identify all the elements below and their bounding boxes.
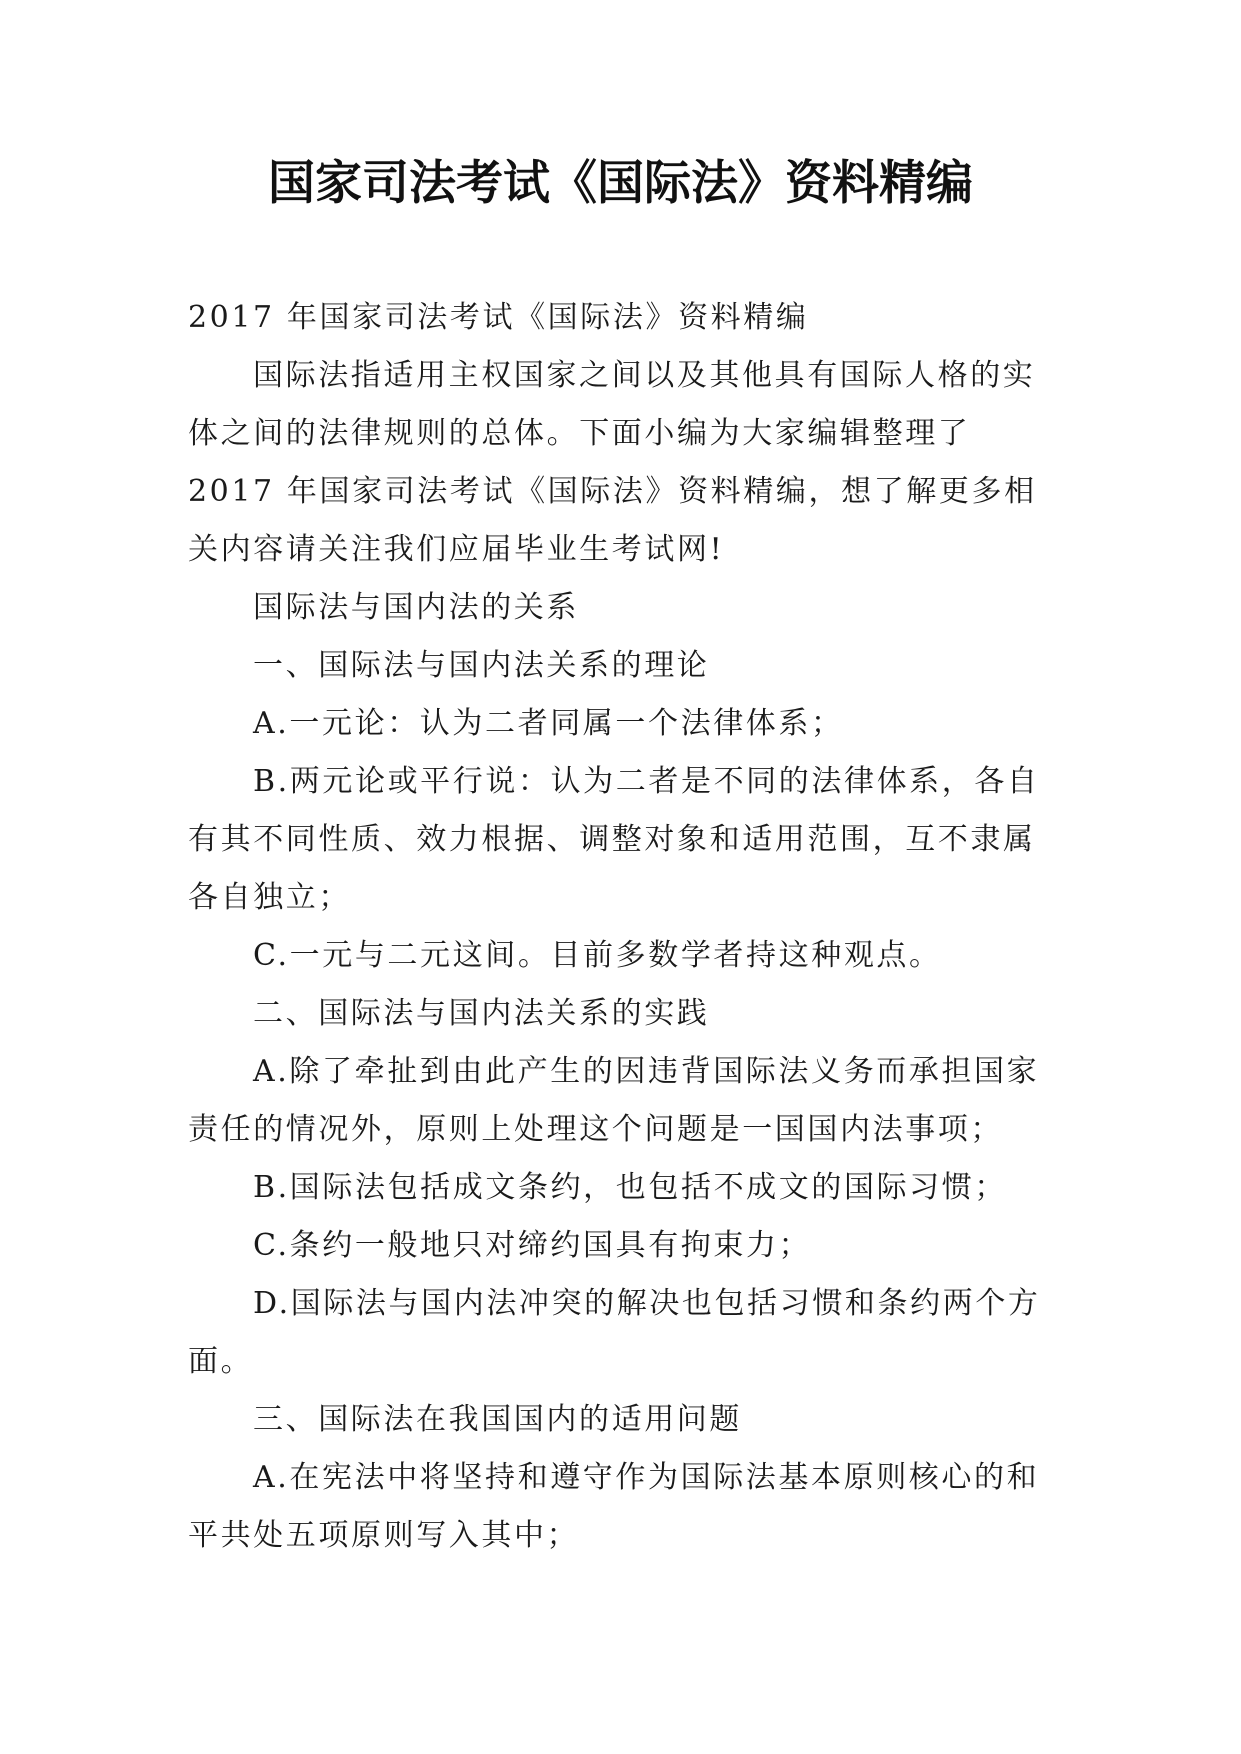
list-item: D.国际法与国内法冲突的解决也包括习惯和条约两个方面。 (188, 1286, 1041, 1379)
subsection-heading-2: 二、国际法与国内法关系的实践 (253, 996, 710, 1031)
list-item: B.国际法包括成文条约，也包括不成文的国际习惯； (253, 1170, 1007, 1205)
subsection-heading-3: 三、国际法在我国国内的适用问题 (253, 1402, 742, 1437)
list-item: A.一元论：认为二者同属一个法律体系； (253, 706, 844, 741)
subsection-heading-1: 一、国际法与国内法关系的理论 (253, 648, 710, 683)
list-item: C.一元与二元这间。目前多数学者持这种观点。 (253, 938, 942, 973)
document-title: 国家司法考试《国际法》资料精编 (268, 156, 973, 211)
paragraph-subtitle: 2017 年国家司法考试《国际法》资料精编 (188, 300, 809, 335)
list-item: A.在宪法中将坚持和遵守作为国际法基本原则核心的和平共处五项原则写入其中； (188, 1460, 1040, 1553)
list-item: B.两元论或平行说：认为二者是不同的法律体系，各自有其不同性质、效力根据、调整对象和适用范围，互不隶属各自独立； (188, 764, 1040, 915)
document-body (188, 289, 1048, 1565)
list-item: C.条约一般地只对缔约国具有拘束力； (253, 1228, 812, 1263)
section-heading: 国际法与国内法的关系 (253, 590, 579, 625)
paragraph-intro: 国际法指适用主权国家之间以及其他具有国际人格的实体之间的法律规则的总体。下面小编为大家编辑整理了 2017 年国家司法考试《国际法》资料精编，想了解更多相关内容请关注我们应届毕业生考试网! (188, 358, 1037, 567)
list-item: A.除了牵扯到由此产生的因违背国际法义务而承担国家责任的情况外，原则上处理这个问题是一国国内法事项； (188, 1054, 1040, 1147)
